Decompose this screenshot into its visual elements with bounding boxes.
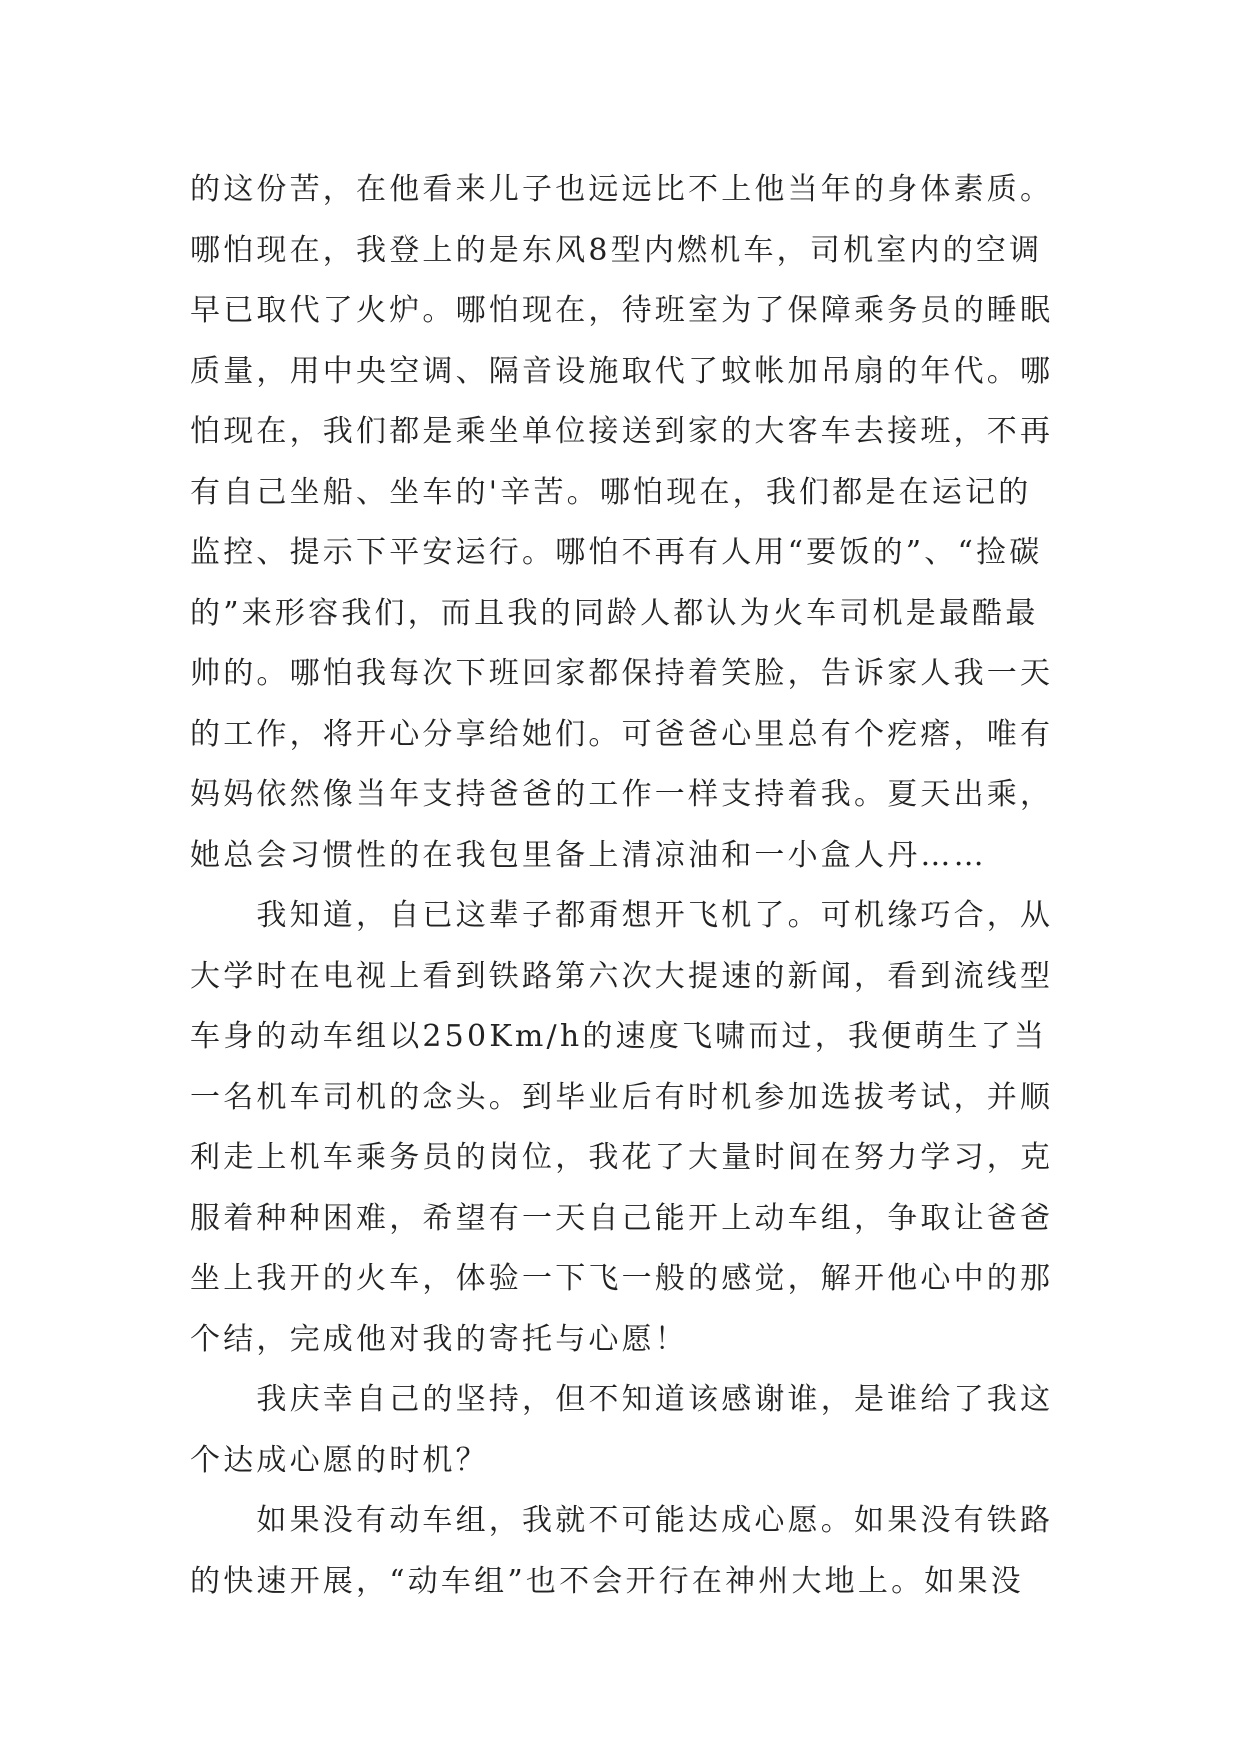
body-text xyxy=(190,160,1060,1612)
paragraph: 我知道，自已这辈子都甭想开飞机了。可机缘巧合，从大学时在电视上看到铁路第六次大提速的新闻，看到流线型车身的动车组以250Km/h的速度飞啸而过，我便萌生了当一名机车司机的念头。到毕业后有时机参加选拔考试，并顺利走上机车乘务员的岗位，我花了大量时间在努力学习，克服着种种困难，希望有一天自己能开上动车组，争取让爸爸坐上我开的火车，体验一下飞一般的感觉，解开他心中的那个结，完成他对我的寄托与心愿！ xyxy=(190,898,1054,1357)
paragraph: 的这份苦，在他看来儿子也远远比不上他当年的身体素质。哪怕现在，我登上的是东风8型内燃机车，司机室内的空调早已取代了火炉。哪怕现在，待班室为了保障乘务员的睡眠质量，用中央空调、隔音设施取代了蚊帐加吊扇的年代。哪怕现在，我们都是乘坐单位接送到家的大客车去接班，不再有自己坐船、坐车的'辛苦。哪怕现在，我们都是在运记的监控、提示下平安运行。哪怕不再有人用“要饭的”、“捡碳的”来形容我们，而且我的同龄人都认为火车司机是最酷最帅的。哪怕我每次下班回家都保持着笑脸，告诉家人我一天的工作，将开心分享给她们。可爸爸心里总有个疙瘩，唯有妈妈依然像当年支持爸爸的工作一样支持着我。夏天出乘，她总会习惯性的在我包里备上清凉油和一小盒人丹…… xyxy=(190,172,1054,873)
paragraph: 我庆幸自己的坚持，但不知道该感谢谁，是谁给了我这个达成心愿的时机？ xyxy=(190,1382,1054,1478)
paragraph: 如果没有动车组，我就不可能达成心愿。如果没有铁路的快速开展，“动车组”也不会开行在神州大地上。如果没 xyxy=(190,1503,1054,1599)
